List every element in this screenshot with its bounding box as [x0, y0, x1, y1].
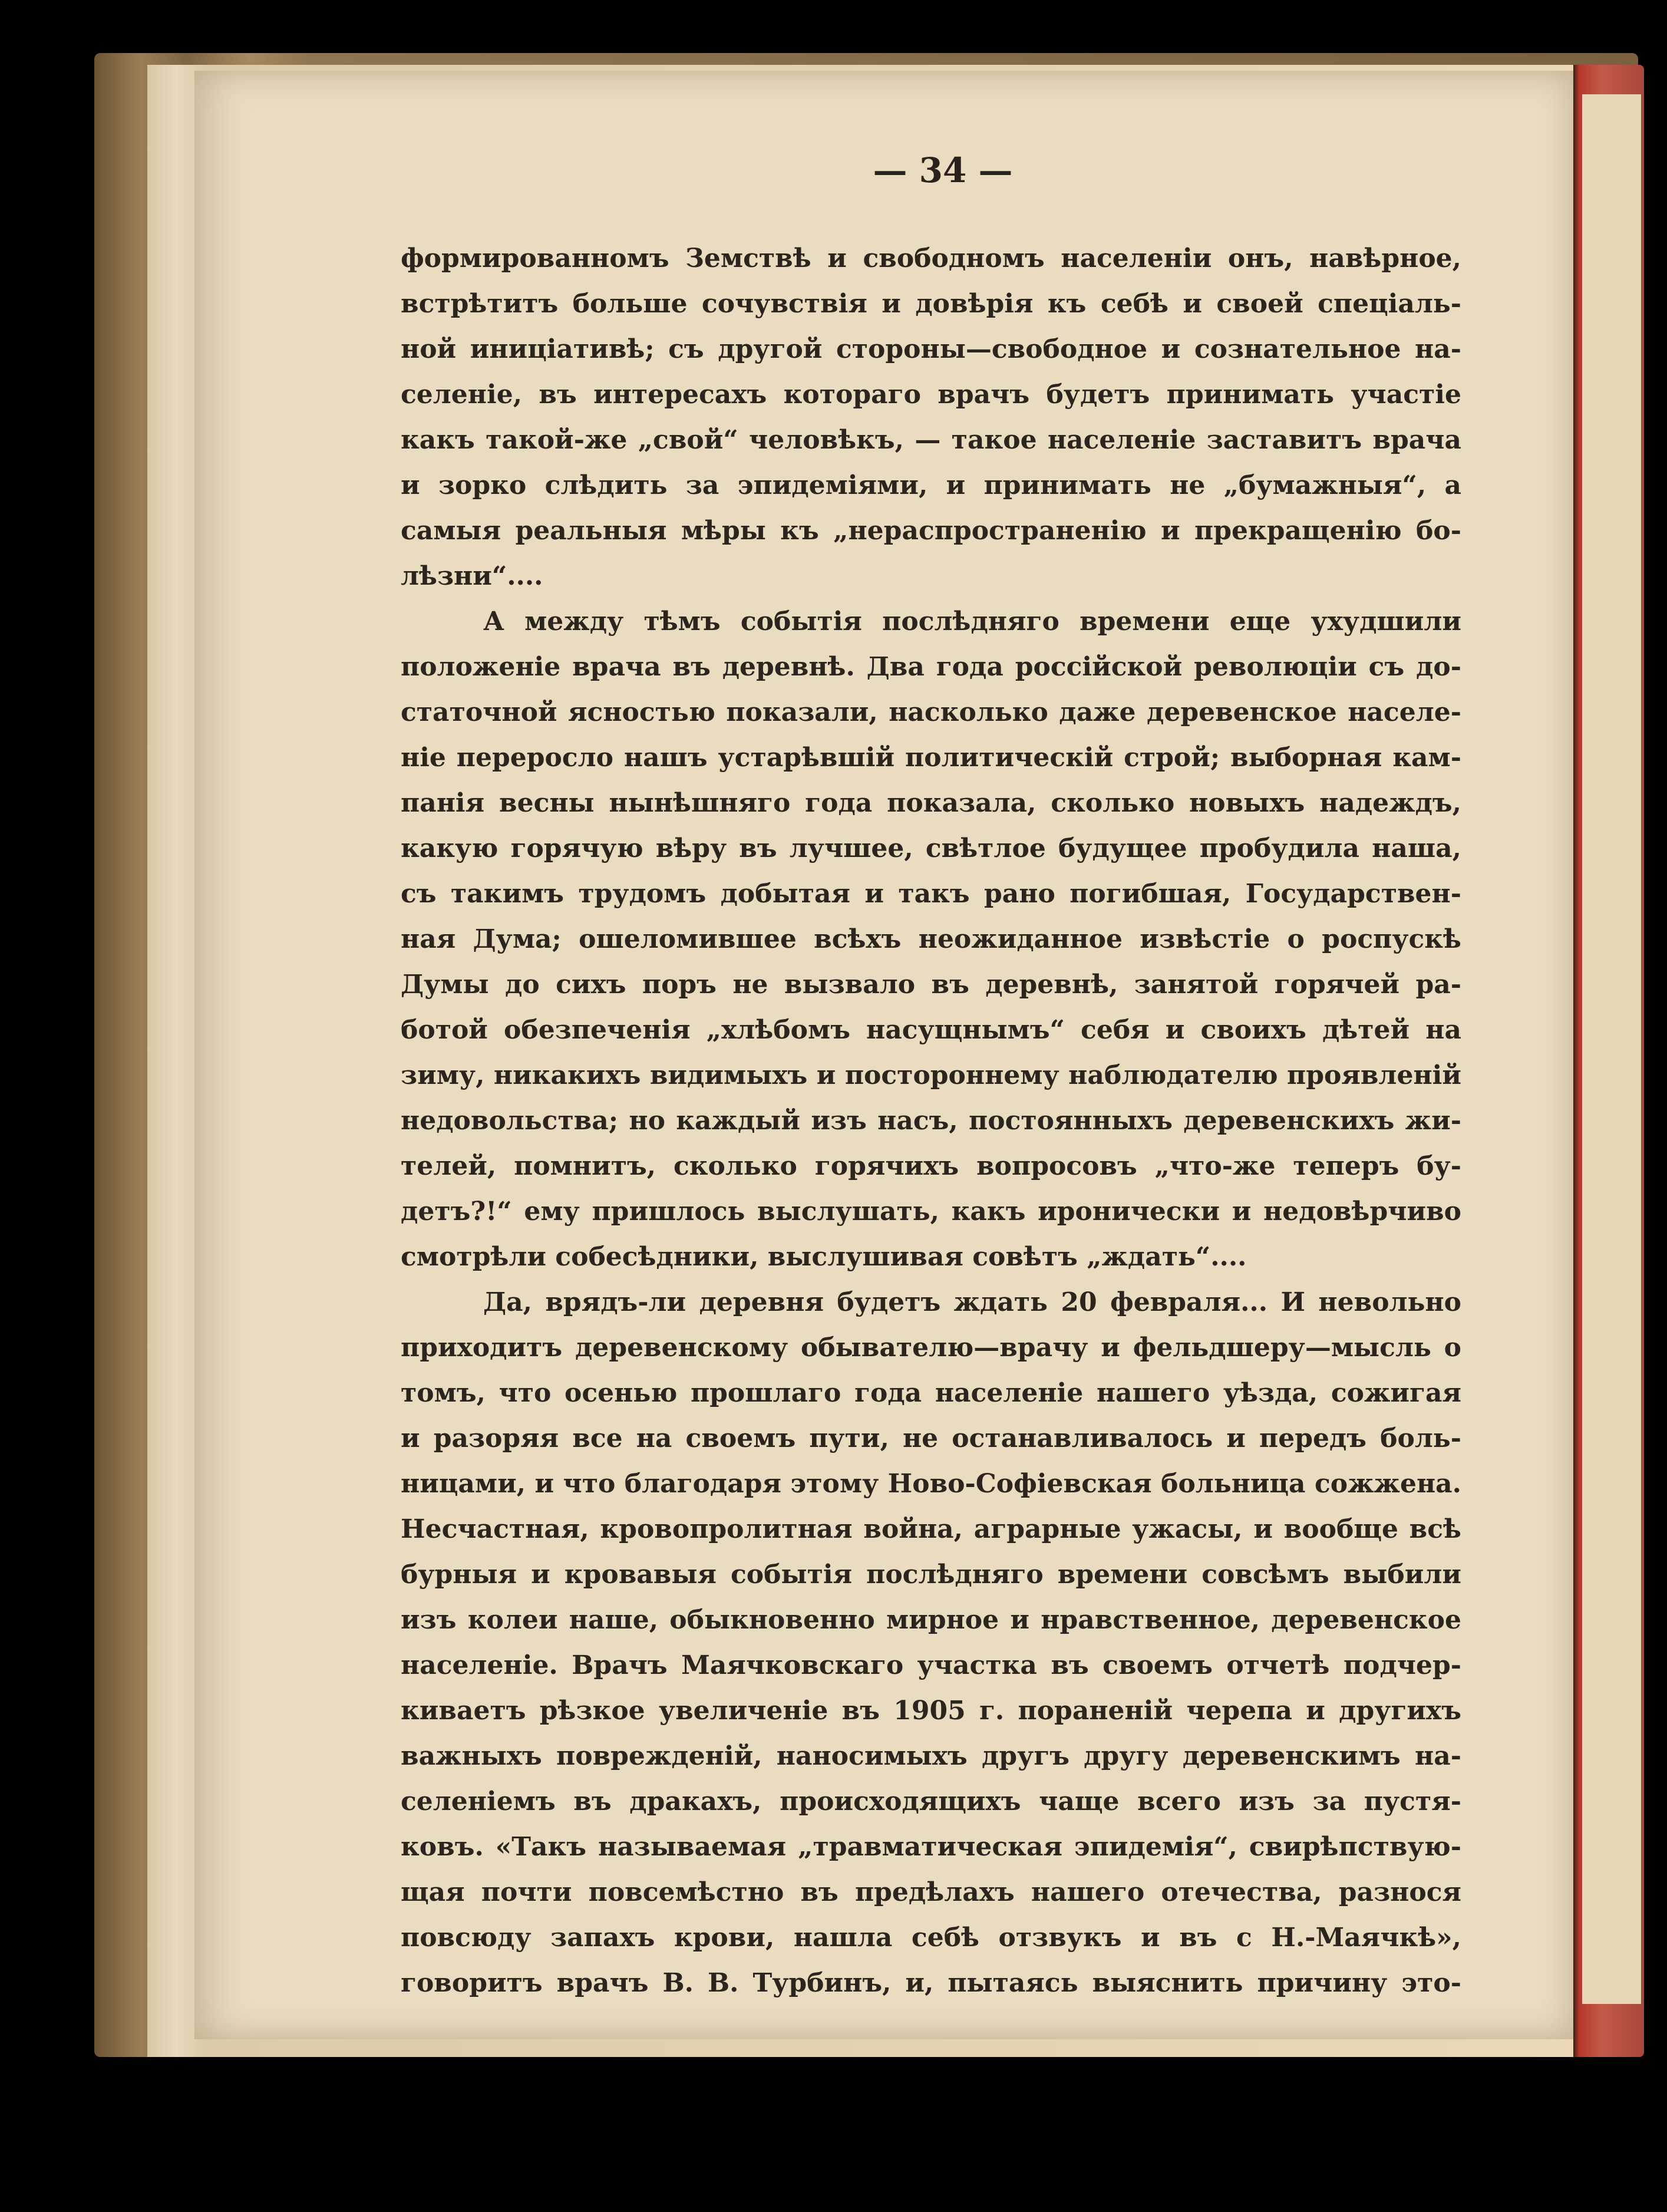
text-line: Да, врядъ-ли деревня будетъ ждать 20 февраля... И невольно [483, 1287, 1461, 1317]
text-line: селеніе, въ интересахъ котораго врачъ будетъ принимать участіе [401, 380, 1461, 410]
text-line: ковъ. «Такъ называемая „травматическая эпидемія“, свирѣпствую- [401, 1832, 1461, 1862]
text-line: изъ колеи наше, обыкновенно мирное и нравственное, деревенское [401, 1605, 1461, 1635]
text-line: телей, помнитъ, сколько горячихъ вопросовъ „что-же теперъ бу- [401, 1151, 1461, 1181]
text-line: ной иниціативѣ; съ другой стороны—свободное и сознательное на- [401, 334, 1461, 364]
text-line: ніе переросло нашъ устарѣвшій политическій строй; выборная кам- [401, 743, 1461, 773]
text-line: селеніемъ въ дракахъ, происходящихъ чаще всего изъ за пустя- [401, 1786, 1461, 1817]
text-line: самыя реальныя мѣры къ „нераспространенію и прекращенію бо- [401, 516, 1461, 546]
text-line: и разоряя все на своемъ пути, не останавливалось и передъ боль- [401, 1423, 1461, 1453]
text-line: положеніе врача въ деревнѣ. Два года россійской революціи съ до- [401, 652, 1461, 682]
text-line: съ такимъ трудомъ добытая и такъ рано погибшая, Государствен- [401, 879, 1461, 909]
text-line: статочной ясностью показали, насколько даже деревенское населе- [401, 697, 1461, 727]
text-line: Думы до сихъ поръ не вызвало въ деревнѣ, занятой горячей ра- [401, 970, 1461, 1000]
text-line: Несчастная, кровопролитная война, аграрные ужасы, и вообще всѣ [401, 1514, 1461, 1544]
text-line: смотрѣли собесѣдники, выслушивая совѣтъ „ждать“.... [401, 1242, 1247, 1272]
text-line: какъ такой-же „свой“ человѣкъ, — такое населеніе заставитъ врача [401, 425, 1461, 455]
text-line: детъ?!“ ему пришлось выслушать, какъ иронически и недовѣрчиво [401, 1196, 1461, 1227]
text-line: говоритъ врачъ В. В. Турбинъ, и, пытаясь выяснить причину это- [401, 1968, 1461, 1998]
text-line: лѣзни“.... [401, 561, 543, 591]
text-line: встрѣтитъ больше сочувствія и довѣрія къ себѣ и своей спеціаль- [401, 289, 1461, 319]
text-line: ная Дума; ошеломившее всѣхъ неожиданное извѣстіе о роспускѣ [401, 924, 1461, 954]
text-line: бурныя и кровавыя событія послѣдняго времени совсѣмъ выбили [401, 1560, 1461, 1590]
text-line: приходитъ деревенскому обывателю—врачу и фельдшеру—мысль о [401, 1333, 1461, 1363]
text-line: панія весны нынѣшняго года показала, сколько новыхъ надеждъ, [401, 788, 1461, 818]
text-line: формированномъ Земствѣ и свободномъ населеніи онъ, навѣрное, [401, 243, 1461, 273]
text-line: повсюду запахъ крови, нашла себѣ отзвукъ и въ с Н.-Маячкѣ», [401, 1923, 1461, 1953]
text-line: ботой обезпеченія „хлѣбомъ насущнымъ“ себя и своихъ дѣтей на [401, 1015, 1461, 1045]
text-line: какую горячую вѣру въ лучшее, свѣтлое будущее пробудила наша, [401, 833, 1461, 863]
page-text [401, 236, 1461, 2006]
text-line: ницами, и что благодаря этому Ново-Софіевская больница сожжена. [401, 1469, 1461, 1499]
text-line: и зорко слѣдить за эпидеміями, и принимать не „бумажныя“, а [401, 470, 1461, 500]
text-line: зиму, никакихъ видимыхъ и постороннему наблюдателю проявленій [401, 1060, 1461, 1090]
text-line: томъ, что осенью прошлаго года населеніе нашего уѣзда, сожигая [401, 1378, 1461, 1408]
text-line: недовольства; но каждый изъ насъ, постоянныхъ деревенскихъ жи- [401, 1106, 1461, 1136]
text-line: А между тѣмъ событія послѣдняго времени еще ухудшили [483, 606, 1461, 637]
text-line: населеніе. Врачъ Маячковскаго участка въ своемъ отчетѣ подчер- [401, 1650, 1461, 1680]
facing-page-edge [1582, 94, 1641, 2004]
text-line: киваетъ рѣзкое увеличеніе въ 1905 г. пораненій черепа и другихъ [401, 1696, 1461, 1726]
text-line: важныхъ поврежденій, наносимыхъ другъ другу деревенскимъ на- [401, 1741, 1461, 1771]
page-number: — 34 — [873, 150, 1013, 190]
text-line: щая почти повсемѣстно въ предѣлахъ нашего отечества, разнося [401, 1877, 1461, 1907]
